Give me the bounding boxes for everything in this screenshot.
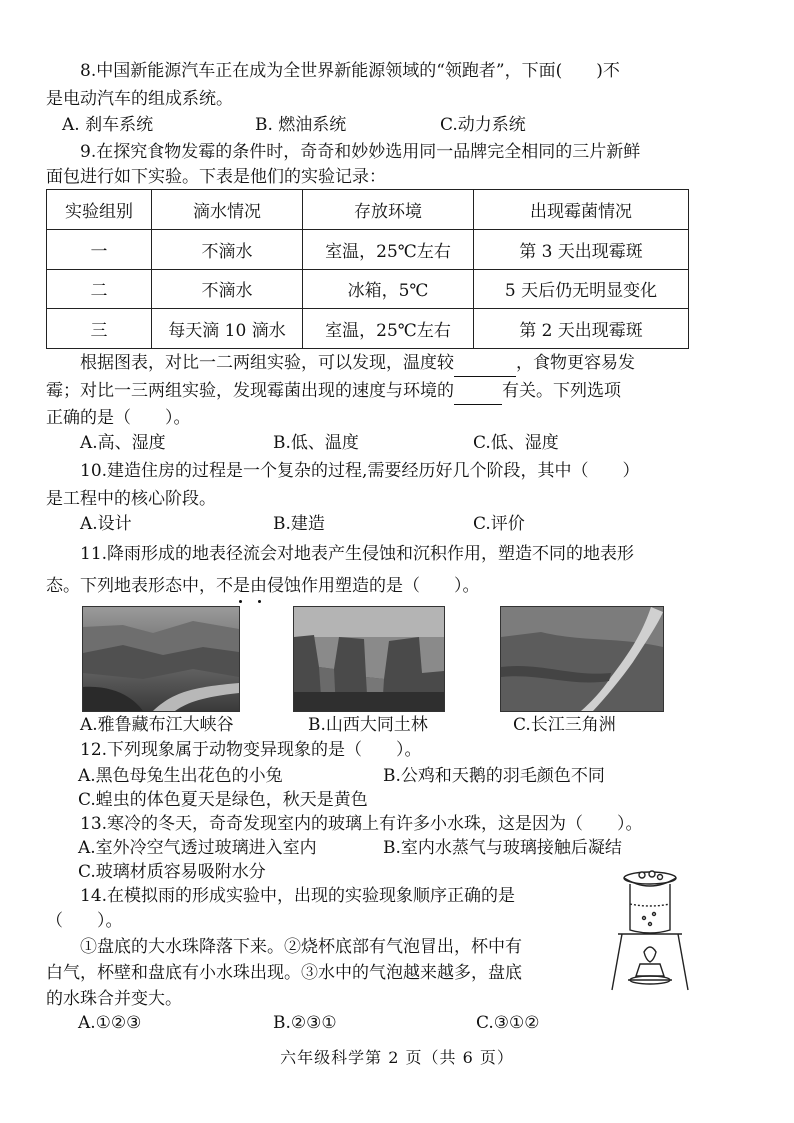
table-row xyxy=(47,229,689,269)
q9-text-line3: 正确的是（ ）。 xyxy=(46,408,191,428)
q14-option-a: A.①②③ xyxy=(78,1013,142,1033)
table-row xyxy=(47,269,689,309)
table-header: 实验组别 xyxy=(47,190,152,230)
q10-stem-line1: 10.建造住房的过程是一个复杂的过程,需要经历好几个阶段，其中（ ） xyxy=(80,461,640,481)
q14-option-c: C.③①② xyxy=(476,1013,540,1033)
table-cell: 第 2 天出现霉斑 xyxy=(474,309,689,349)
q14-stem-line2: （ ）。 xyxy=(46,911,123,931)
table-cell: 冰箱，5℃ xyxy=(303,269,474,309)
table-cell: 不滴水 xyxy=(152,269,303,309)
page-footer: 六年级科学第 2 页（共 6 页） xyxy=(280,1048,514,1067)
answer-blank[interactable] xyxy=(454,378,502,405)
q8-option-b: B. 燃油系统 xyxy=(255,115,347,135)
table-cell: 5 天后仍无明显变化 xyxy=(474,269,689,309)
q12-option-a: A.黑色母兔生出花色的小兔 xyxy=(78,766,283,786)
q13-option-a: A.室外冷空气透过玻璃进入室内 xyxy=(78,838,317,858)
answer-blank[interactable] xyxy=(454,350,516,377)
q14-stem-line1: 14.在模拟雨的形成实验中，出现的实验现象顺序正确的是 xyxy=(80,886,516,906)
q10-stem-line2: 是工程中的核心阶段。 xyxy=(46,489,216,509)
canyon-photo xyxy=(82,606,240,712)
q12-option-c: C.蝗虫的体色夏天是绿色，秋天是黄色 xyxy=(78,790,368,810)
table-row xyxy=(47,309,689,349)
q14-stem-line3: ①盘底的大水珠降落下来。②烧杯底部有气泡冒出，杯中有 xyxy=(80,937,522,957)
q9-stem-line2: 面包进行如下实验。下表是他们的实验记录： xyxy=(46,167,386,187)
q12-option-b: B.公鸡和天鹅的羽毛颜色不同 xyxy=(383,766,605,786)
q14-stem-line5: 的水珠合并变大。 xyxy=(46,989,182,1009)
q14-stem-line4: 白气，杯壁和盘底有小水珠出现。③水中的气泡越来越多，盘底 xyxy=(46,963,522,983)
delta-photo xyxy=(500,606,664,712)
q11-option-c: C.长江三角洲 xyxy=(513,715,616,735)
table-header: 滴水情况 xyxy=(152,190,303,230)
q9-text-2a: 霉；对比一三两组实验，发现霉菌出现的速度与环境的 xyxy=(46,381,454,401)
q9-option-b: B.低、温度 xyxy=(273,433,359,453)
table-cell: 室温，25℃左右 xyxy=(303,229,474,269)
q9-text-line1 xyxy=(80,350,635,377)
earth-forest-photo xyxy=(293,606,445,712)
q12-stem: 12.下列现象属于动物变异现象的是（ ）。 xyxy=(80,740,422,760)
q10-option-c: C.评价 xyxy=(473,514,525,534)
q11-option-a: A.雅鲁藏布江大峡谷 xyxy=(80,715,234,735)
table-cell: 不滴水 xyxy=(152,229,303,269)
rain-experiment-illustration xyxy=(604,868,696,998)
q11-stem-line2: 态。下列地表形态中，不是由侵蚀作用塑造的是（ ）。 xyxy=(46,576,480,596)
q8-option-a: A. 刹车系统 xyxy=(62,115,154,135)
table-header: 出现霉菌情况 xyxy=(474,190,689,230)
q9-text-1a: 根据图表，对比一二两组实验，可以发现，温度较 xyxy=(80,353,454,373)
q8-option-c: C.动力系统 xyxy=(440,115,526,135)
q10-option-a: A.设计 xyxy=(80,514,132,534)
q9-option-a: A.高、湿度 xyxy=(80,433,166,453)
q14-option-b: B.②③① xyxy=(273,1013,337,1033)
table-cell: 二 xyxy=(47,269,152,309)
q8-stem-line1: 8.中国新能源汽车正在成为全世界新能源领域的“领跑者”，下面( )不 xyxy=(80,61,620,81)
q11-stem-line1: 11.降雨形成的地表径流会对地表产生侵蚀和沉积作用，塑造不同的地表形 xyxy=(80,544,635,564)
q9-option-c: C.低、湿度 xyxy=(473,433,559,453)
experiment-table xyxy=(46,189,689,349)
q9-text-2b: 有关。下列选项 xyxy=(502,381,621,401)
table-header-row xyxy=(47,190,689,230)
table-cell: 一 xyxy=(47,229,152,269)
q11-option-b: B.山西大同土林 xyxy=(308,715,428,735)
table-cell: 室温，25℃左右 xyxy=(303,309,474,349)
q9-text-1b: ，食物更容易发 xyxy=(516,353,635,373)
table-cell: 第 3 天出现霉斑 xyxy=(474,229,689,269)
q9-text-line2 xyxy=(46,378,621,405)
q10-option-b: B.建造 xyxy=(273,514,325,534)
q13-option-b: B.室内水蒸气与玻璃接触后凝结 xyxy=(383,838,622,858)
emphasis-dot xyxy=(239,600,242,603)
emphasis-dot xyxy=(258,600,261,603)
q13-option-c: C.玻璃材质容易吸附水分 xyxy=(78,862,266,882)
table-cell: 三 xyxy=(47,309,152,349)
table-cell: 每天滴 10 滴水 xyxy=(152,309,303,349)
q13-stem: 13.寒冷的冬天，奇奇发现室内的玻璃上有许多小水珠，这是因为（ ）。 xyxy=(80,814,643,834)
q9-stem-line1: 9.在探究食物发霉的条件时，奇奇和妙妙选用同一品牌完全相同的三片新鲜 xyxy=(80,142,641,162)
table-header: 存放环境 xyxy=(303,190,474,230)
q8-stem-line2: 是电动汽车的组成系统。 xyxy=(46,89,233,109)
